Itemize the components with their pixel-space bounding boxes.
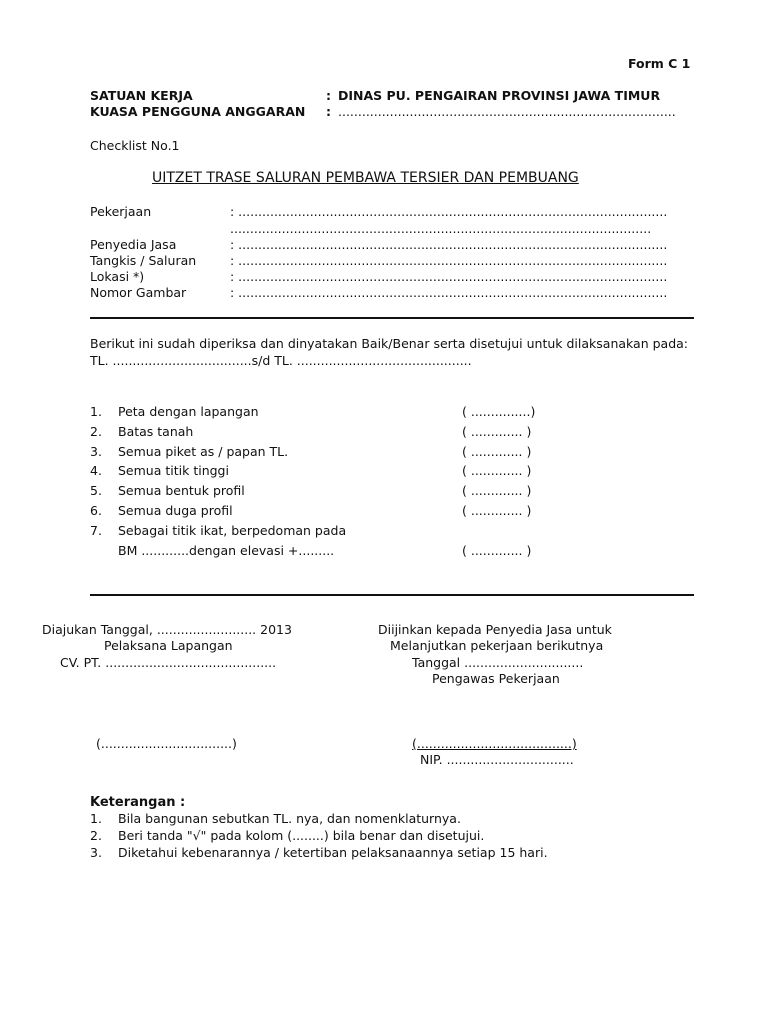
- supervisor-role: Pengawas Pekerjaan: [432, 671, 560, 686]
- approval-line-1: Diijinkan kepada Penyedia Jasa untuk: [378, 622, 612, 637]
- field-label-nomor-gambar: Nomor Gambar: [90, 285, 187, 300]
- field-value-pekerjaan: : ............................................................................................................: [230, 204, 668, 219]
- approval-line-2: Melanjutkan pekerjaan berikutnya: [390, 638, 604, 653]
- checklist-item-text: Semua duga profil: [118, 503, 233, 518]
- divider: [90, 317, 694, 319]
- checklist-item-check: ( ............. ): [462, 483, 532, 498]
- checklist-number: Checklist No.1: [90, 138, 180, 153]
- field-value-penyedia-jasa: : ............................................................................................................: [230, 237, 668, 252]
- field-value-lokasi: : ............................................................................................................: [230, 269, 668, 284]
- field-value-pekerjaan-continued: ..........................................................................................................: [230, 221, 652, 236]
- header-value-satuan-kerja: DINAS PU. PENGAIRAN PROVINSI JAWA TIMUR: [338, 88, 661, 103]
- contractor-company: CV. PT. ...........................................: [60, 655, 277, 670]
- header-sep: :: [326, 88, 331, 103]
- checklist-item-check: ( ............. ): [462, 424, 532, 439]
- checklist-item-text: Batas tanah: [118, 424, 194, 439]
- checklist-item-number: 6.: [90, 503, 102, 518]
- supervisor-nip: NIP. ................................: [420, 752, 574, 767]
- contractor-signature-name: (.................................): [96, 736, 237, 751]
- header-value-kpa: .....................................................................................: [338, 104, 676, 119]
- form-title: UITZET TRASE SALURAN PEMBAWA TERSIER DAN PEMBUANG: [152, 170, 579, 186]
- note-number: 1.: [90, 811, 102, 826]
- supervisor-signature-name: (.......................................): [412, 736, 577, 751]
- checklist-item-text: Semua piket as / papan TL.: [118, 444, 289, 459]
- note-text: Beri tanda "√" pada kolom (........) bila benar dan disetujui.: [118, 828, 485, 843]
- note-number: 3.: [90, 845, 102, 860]
- checklist-item-text: Sebagai titik ikat, berpedoman pada: [118, 523, 347, 538]
- checklist-item-check: ( ............. ): [462, 444, 532, 459]
- divider: [90, 594, 694, 596]
- checklist-item-number: 3.: [90, 444, 102, 459]
- contractor-role: Pelaksana Lapangan: [104, 638, 233, 653]
- field-label-lokasi: Lokasi *): [90, 269, 145, 284]
- checklist-item-number: 4.: [90, 463, 102, 478]
- checklist-item-number: 2.: [90, 424, 102, 439]
- checklist-item-check: ( ...............): [462, 404, 536, 419]
- note-text: Bila bangunan sebutkan TL. nya, dan nomenklaturnya.: [118, 811, 461, 826]
- notes-heading: Keterangan :: [90, 795, 186, 810]
- statement-line-2: TL. ...................................s/d TL. ............................................: [90, 353, 472, 368]
- checklist-item-7-continuation: BM ............dengan elevasi +.........: [118, 543, 335, 558]
- checklist-item-check: ( ............. ): [462, 503, 532, 518]
- statement-line-1: Berikut ini sudah diperiksa dan dinyatakan Baik/Benar serta disetujui untuk dilaksanakan pada:: [90, 336, 688, 351]
- checklist-item-text: Peta dengan lapangan: [118, 404, 259, 419]
- field-value-nomor-gambar: : ............................................................................................................: [230, 285, 668, 300]
- checklist-item-check: ( ............. ): [462, 463, 532, 478]
- form-code: Form C 1: [628, 56, 691, 71]
- submitted-date: Diajukan Tanggal, ......................... 2013: [42, 622, 292, 637]
- header-label-satuan-kerja: SATUAN KERJA: [90, 88, 193, 103]
- header-label-kpa: KUASA PENGGUNA ANGGARAN: [90, 104, 306, 119]
- checklist-item-number: 7.: [90, 523, 102, 538]
- checklist-item-text: Semua titik tinggi: [118, 463, 229, 478]
- field-label-pekerjaan: Pekerjaan: [90, 204, 152, 219]
- checklist-item-text: Semua bentuk profil: [118, 483, 245, 498]
- field-label-penyedia-jasa: Penyedia Jasa: [90, 237, 177, 252]
- checklist-item-number: 5.: [90, 483, 102, 498]
- checklist-item-check: ( ............. ): [462, 543, 532, 558]
- header-sep: :: [326, 104, 331, 119]
- field-label-tangkis-saluran: Tangkis / Saluran: [90, 253, 197, 268]
- note-text: Diketahui kebenarannya / ketertiban pelaksanaannya setiap 15 hari.: [118, 845, 548, 860]
- note-number: 2.: [90, 828, 102, 843]
- field-value-tangkis-saluran: : ............................................................................................................: [230, 253, 668, 268]
- approval-date: Tanggal ..............................: [412, 655, 584, 670]
- checklist-item-number: 1.: [90, 404, 102, 419]
